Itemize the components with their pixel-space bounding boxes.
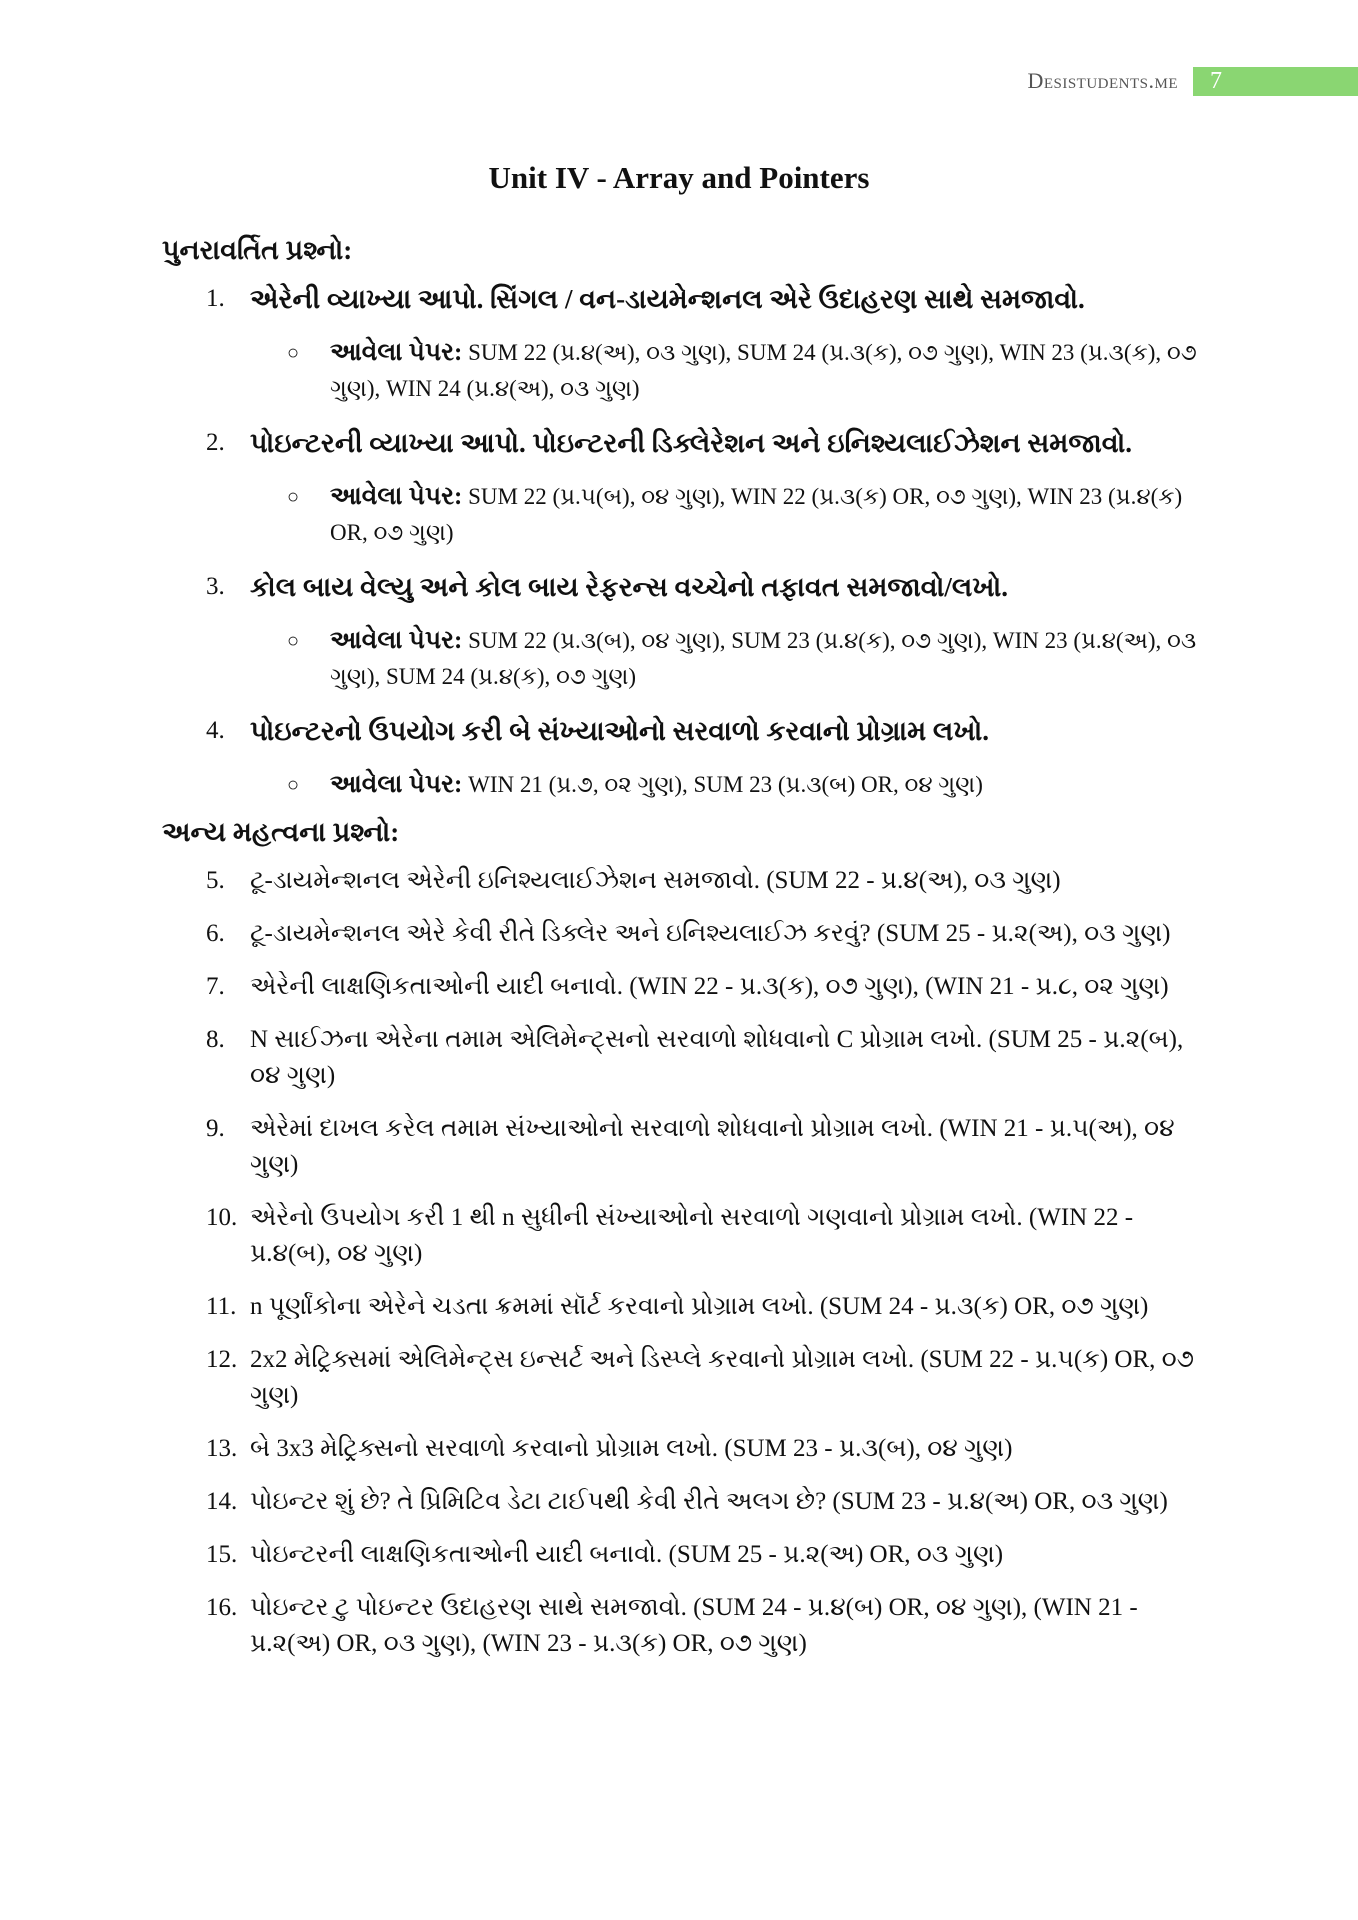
question-number: 7.	[206, 973, 225, 1000]
question-number: 16.	[206, 1594, 238, 1621]
question-number: 11.	[206, 1293, 237, 1320]
question-item	[162, 863, 1202, 899]
question-item	[162, 1111, 1202, 1183]
circle-bullet-icon: ○	[287, 774, 300, 796]
question-number: 13.	[206, 1435, 238, 1462]
question-item	[162, 969, 1202, 1005]
page-number: 7	[1193, 67, 1358, 96]
question-item	[162, 1484, 1202, 1520]
question-number: 4.	[206, 717, 225, 744]
question-item	[162, 916, 1202, 952]
papers-label: આવેલા પેપર:	[330, 339, 463, 366]
question-text: 2x2 મેટ્રિક્સમાં એલિમેન્ટ્સ ઇન્સર્ટ અને ડિસ્પ્લે કરવાનો પ્રોગ્રામ લખો. (SUM 22 - પ્ર.૫(ક) OR, ૦૭ ગુણ)	[250, 1346, 1195, 1409]
question-item	[162, 1200, 1202, 1272]
question-item	[162, 569, 1202, 605]
document-body	[162, 235, 1202, 1679]
question-number: 6.	[206, 920, 225, 947]
question-text: n પૂર્ણાંકોના એરેને ચડતા ક્રમમાં સૉર્ટ કરવાનો પ્રોગ્રામ લખો. (SUM 24 - પ્ર.૩(ક) OR, ૦૭ ગુણ)	[250, 1293, 1149, 1320]
question-text: એરેનો ઉપયોગ કરી 1 થી n સુધીની સંખ્યાઓનો સરવાળો ગણવાનો પ્રોગ્રામ લખો. (WIN 22 - પ્ર.૪(બ), ૦૪ ગુણ)	[250, 1204, 1134, 1267]
question-number: 1.	[206, 285, 225, 312]
question-text: પોઇન્ટર ટુ પોઇન્ટર ઉદાહરણ સાથે સમજાવો. (SUM 24 - પ્ર.૪(બ) OR, ૦૪ ગુણ), (WIN 21 - પ્ર.૨(અ) OR, ૦૩ ગુણ), (WIN 23 - પ્ર.૩(ક) OR, ૦૭ ગુણ)	[250, 1594, 1138, 1657]
question-item	[162, 1431, 1202, 1467]
other-questions-list	[162, 863, 1202, 1662]
question-number: 2.	[206, 429, 225, 456]
question-item	[162, 1342, 1202, 1414]
question-number: 14.	[206, 1488, 238, 1515]
question-number: 8.	[206, 1026, 225, 1053]
papers-text: SUM 22 (પ્ર.૩(બ), ૦૪ ગુણ), SUM 23 (પ્ર.૪(ક), ૦૭ ગુણ), WIN 23 (પ્ર.૪(અ), ૦૩ ગુણ), SUM 24 (પ્ર.૪(ક), ૦૭ ગુણ)	[330, 628, 1197, 689]
site-name: Desistudents.me	[1027, 68, 1178, 93]
papers-item	[162, 767, 1202, 803]
question-number: 10.	[206, 1204, 238, 1231]
question-text: ટૂ-ડાયમેન્શનલ એરે કેવી રીતે ડિક્લેર અને ઇનિશ્યલાઈઝ કરવું? (SUM 25 - પ્ર.૨(અ), ૦૩ ગુણ)	[250, 920, 1171, 947]
papers-item	[162, 623, 1202, 695]
question-text: એરેની લાક્ષણિકતાઓની યાદી બનાવો. (WIN 22 - પ્ર.૩(ક), ૦૭ ગુણ), (WIN 21 - પ્ર.૮, ૦૨ ગુણ)	[250, 973, 1169, 1000]
question-text: ટૂ-ડાયમેન્શનલ એરેની ઇનિશ્યલાઈઝેશન સમજાવો. (SUM 22 - પ્ર.૪(અ), ૦૩ ગુણ)	[250, 867, 1061, 894]
question-number: 9.	[206, 1115, 225, 1142]
papers-text: SUM 22 (પ્ર.૪(અ), ૦૩ ગુણ), SUM 24 (પ્ર.૩(ક), ૦૭ ગુણ), WIN 23 (પ્ર.૩(ક), ૦૭ ગુણ), WIN 24 (પ્ર.૪(અ), ૦૩ ગુણ)	[330, 340, 1197, 401]
question-text: કોલ બાય વેલ્યુ અને કોલ બાય રેફરન્સ વચ્ચેનો તફાવત સમજાવો/લખો.	[250, 572, 1008, 602]
question-text: પોઇન્ટરનો ઉપયોગ કરી બે સંખ્યાઓનો સરવાળો કરવાનો પ્રોગ્રામ લખો.	[250, 716, 989, 746]
question-item	[162, 1590, 1202, 1662]
question-text: એરેની વ્યાખ્યા આપો. સિંગલ / વન-ડાયમેન્શનલ એરે ઉદાહરણ સાથે સમજાવો.	[250, 284, 1085, 314]
question-item	[162, 713, 1202, 749]
question-number: 5.	[206, 867, 225, 894]
circle-bullet-icon: ○	[287, 342, 300, 364]
question-text: પોઇન્ટરની લાક્ષણિકતાઓની યાદી બનાવો. (SUM 25 - પ્ર.૨(અ) OR, ૦૩ ગુણ)	[250, 1541, 1004, 1568]
section-heading-other: અન્ય મહત્વના પ્રશ્નો:	[162, 817, 400, 847]
papers-item	[162, 479, 1202, 551]
papers-label: આવેલા પેપર:	[330, 483, 463, 510]
question-item	[162, 1537, 1202, 1573]
question-item	[162, 281, 1202, 317]
circle-bullet-icon: ○	[287, 486, 300, 508]
page-title: Unit IV - Array and Pointers	[488, 160, 870, 195]
question-number: 15.	[206, 1541, 238, 1568]
papers-item	[162, 335, 1202, 407]
question-text: બે 3x3 મેટ્રિક્સનો સરવાળો કરવાનો પ્રોગ્રામ લખો. (SUM 23 - પ્ર.૩(બ), ૦૪ ગુણ)	[250, 1435, 1013, 1462]
circle-bullet-icon: ○	[287, 630, 300, 652]
repeated-questions-list	[162, 281, 1202, 803]
question-text: પોઇન્ટરની વ્યાખ્યા આપો. પોઇન્ટરની ડિક્લેરેશન અને ઇનિશ્યલાઈઝેશન સમજાવો.	[250, 428, 1133, 458]
question-item	[162, 1022, 1202, 1094]
question-item	[162, 425, 1202, 461]
question-text: પોઇન્ટર શું છે? તે પ્રિમિટિવ ડેટા ટાઈપથી કેવી રીતે અલગ છે? (SUM 23 - પ્ર.૪(અ) OR, ૦૩ ગુણ)	[250, 1488, 1168, 1515]
question-item	[162, 1289, 1202, 1325]
question-text: N સાઈઝના એરેના તમામ એલિમેન્ટ્સનો સરવાળો શોધવાનો C પ્રોગ્રામ લખો. (SUM 25 - પ્ર.૨(બ), ૦૪ ગુણ)	[250, 1026, 1184, 1089]
papers-text: WIN 21 (પ્ર.૭, ૦૨ ગુણ), SUM 23 (પ્ર.૩(બ) OR, ૦૪ ગુણ)	[468, 772, 983, 797]
papers-text: SUM 22 (પ્ર.૫(બ), ૦૪ ગુણ), WIN 22 (પ્ર.૩(ક) OR, ૦૭ ગુણ), WIN 23 (પ્ર.૪(ક) OR, ૦૭ ગુણ)	[330, 484, 1183, 545]
section-heading-repeated: પુનરાવર્તિત પ્રશ્નો:	[162, 235, 353, 265]
papers-label: આવેલા પેપર:	[330, 771, 463, 798]
question-number: 3.	[206, 573, 225, 600]
papers-label: આવેલા પેપર:	[330, 627, 463, 654]
question-text: એરેમાં દાખલ કરેલ તમામ સંખ્યાઓનો સરવાળો શોધવાનો પ્રોગ્રામ લખો. (WIN 21 - પ્ર.૫(અ), ૦૪ ગુણ)	[250, 1115, 1175, 1178]
question-number: 12.	[206, 1346, 238, 1373]
